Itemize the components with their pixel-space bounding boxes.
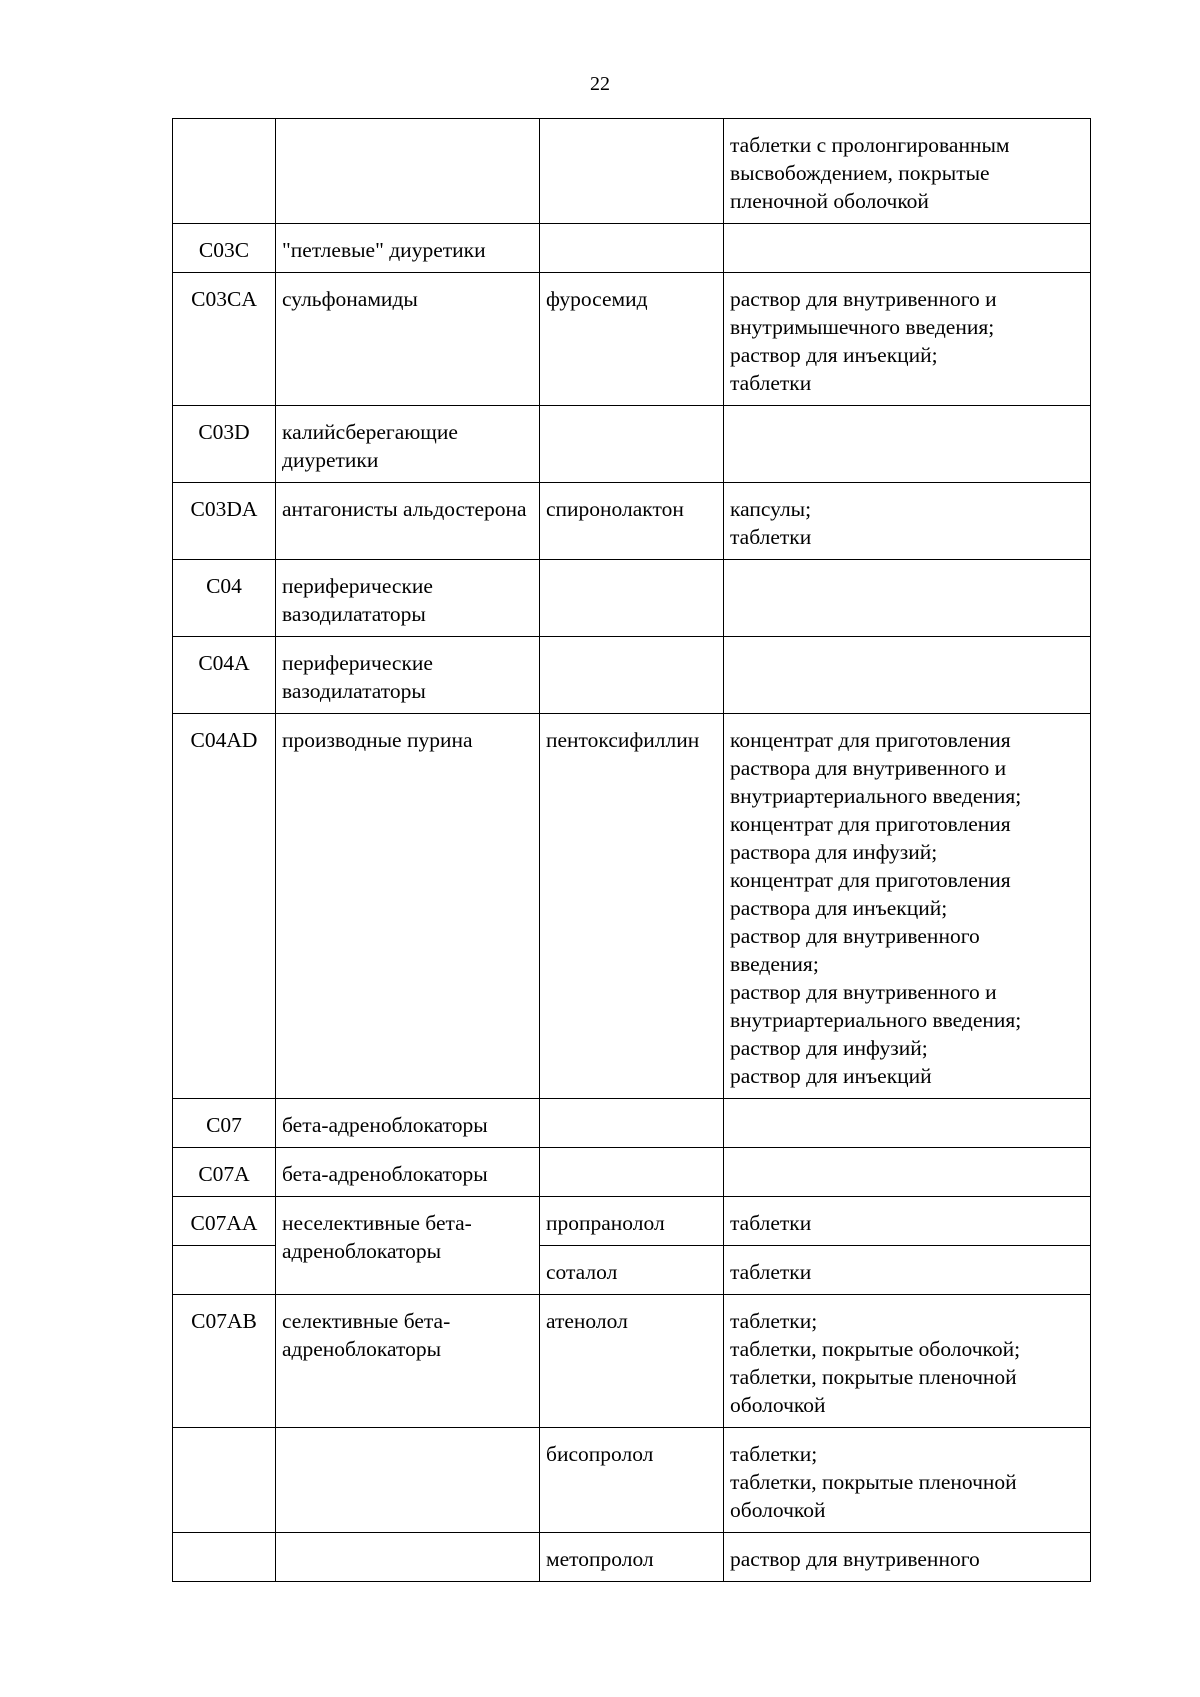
group-cell: периферические вазодилататоры bbox=[276, 560, 540, 637]
dosage-form-line: таблетки, покрытые оболочкой; bbox=[730, 1337, 1021, 1361]
table-row bbox=[173, 714, 1091, 1099]
dosage-form-cell bbox=[724, 273, 1091, 406]
dosage-form-line: таблетки, покрытые пленочной bbox=[730, 1470, 1017, 1494]
dosage-form-line: оболочкой bbox=[730, 1393, 826, 1417]
drug-cell: пропранолол bbox=[540, 1197, 724, 1246]
atc-code-cell bbox=[173, 119, 276, 224]
table-row bbox=[173, 273, 1091, 406]
atc-code-cell: C03C bbox=[173, 224, 276, 273]
dosage-form-line: внутримышечного введения; bbox=[730, 315, 995, 339]
dosage-form-cell bbox=[724, 1099, 1091, 1148]
drug-cell bbox=[540, 637, 724, 714]
dosage-form-cell bbox=[724, 1148, 1091, 1197]
group-cell bbox=[276, 119, 540, 224]
dosage-form-cell bbox=[724, 1246, 1091, 1295]
dosage-form-line: внутриартериального введения; bbox=[730, 784, 1022, 808]
dosage-form-cell bbox=[724, 224, 1091, 273]
drug-cell: метопролол bbox=[540, 1533, 724, 1582]
drug-cell bbox=[540, 406, 724, 483]
atc-code-cell bbox=[173, 1428, 276, 1533]
dosage-form-line: раствор для внутривенного bbox=[730, 924, 980, 948]
dosage-form-cell bbox=[724, 1295, 1091, 1428]
table-row bbox=[173, 224, 1091, 273]
atc-code-cell: C03DA bbox=[173, 483, 276, 560]
group-cell: бета-адреноблокаторы bbox=[276, 1099, 540, 1148]
group-cell bbox=[276, 1428, 540, 1533]
drug-cell: атенолол bbox=[540, 1295, 724, 1428]
dosage-form-line: таблетки с пролонгированным bbox=[730, 133, 1010, 157]
dosage-form-cell bbox=[724, 119, 1091, 224]
group-cell: калийсберегающие диуретики bbox=[276, 406, 540, 483]
group-cell bbox=[276, 1533, 540, 1582]
group-cell: неселективные бета-адреноблокаторы bbox=[276, 1197, 540, 1295]
dosage-form-line: раствор для внутривенного и bbox=[730, 287, 997, 311]
dosage-form-cell bbox=[724, 483, 1091, 560]
drug-cell bbox=[540, 1099, 724, 1148]
table-row bbox=[173, 119, 1091, 224]
dosage-form-line: концентрат для приготовления bbox=[730, 728, 1011, 752]
table-row bbox=[173, 483, 1091, 560]
dosage-form-cell bbox=[724, 1197, 1091, 1246]
dosage-form-line: раствор для внутривенного и bbox=[730, 980, 997, 1004]
dosage-form-line: концентрат для приготовления bbox=[730, 812, 1011, 836]
group-cell: бета-адреноблокаторы bbox=[276, 1148, 540, 1197]
drug-cell bbox=[540, 1148, 724, 1197]
dosage-form-line: введения; bbox=[730, 952, 819, 976]
drug-table bbox=[172, 118, 1091, 1582]
table-row bbox=[173, 1148, 1091, 1197]
drug-cell bbox=[540, 224, 724, 273]
group-cell: антагонисты альдостерона bbox=[276, 483, 540, 560]
dosage-form-line: таблетки bbox=[730, 1260, 812, 1284]
dosage-form-line: таблетки; bbox=[730, 1309, 818, 1333]
dosage-form-line: таблетки bbox=[730, 1211, 812, 1235]
dosage-form-cell bbox=[724, 637, 1091, 714]
table-row bbox=[173, 1295, 1091, 1428]
dosage-form-line: раствор для инъекций bbox=[730, 1064, 932, 1088]
dosage-form-line: таблетки bbox=[730, 371, 812, 395]
atc-code-cell: C07A bbox=[173, 1148, 276, 1197]
drug-cell: спиронолактон bbox=[540, 483, 724, 560]
atc-code-cell: C03CA bbox=[173, 273, 276, 406]
drug-cell: пентоксифиллин bbox=[540, 714, 724, 1099]
table-row bbox=[173, 560, 1091, 637]
dosage-form-cell bbox=[724, 406, 1091, 483]
dosage-form-line: концентрат для приготовления bbox=[730, 868, 1011, 892]
atc-code-cell: C07AA bbox=[173, 1197, 276, 1246]
drug-cell: фуросемид bbox=[540, 273, 724, 406]
atc-code-cell: C04AD bbox=[173, 714, 276, 1099]
dosage-form-line: капсулы; bbox=[730, 497, 812, 521]
dosage-form-line: раствор для инфузий; bbox=[730, 1036, 928, 1060]
table-row bbox=[173, 637, 1091, 714]
dosage-form-line: раствора для внутривенного и bbox=[730, 756, 1007, 780]
dosage-form-cell bbox=[724, 1428, 1091, 1533]
atc-code-cell: C03D bbox=[173, 406, 276, 483]
dosage-form-cell bbox=[724, 560, 1091, 637]
dosage-form-cell bbox=[724, 1533, 1091, 1582]
atc-code-cell bbox=[173, 1246, 276, 1295]
atc-code-cell: C07AB bbox=[173, 1295, 276, 1428]
group-cell: "петлевые" диуретики bbox=[276, 224, 540, 273]
table-row bbox=[173, 406, 1091, 483]
group-cell: периферические вазодилататоры bbox=[276, 637, 540, 714]
atc-code-cell: C07 bbox=[173, 1099, 276, 1148]
drug-cell bbox=[540, 560, 724, 637]
atc-code-cell: C04 bbox=[173, 560, 276, 637]
dosage-form-line: таблетки, покрытые пленочной bbox=[730, 1365, 1017, 1389]
page-number: 22 bbox=[590, 73, 610, 95]
dosage-form-line: таблетки; bbox=[730, 1442, 818, 1466]
drug-cell: бисопролол bbox=[540, 1428, 724, 1533]
atc-code-cell: C04A bbox=[173, 637, 276, 714]
dosage-form-line: высвобождением, покрытые bbox=[730, 161, 990, 185]
table-row bbox=[173, 1197, 1091, 1246]
dosage-form-line: пленочной оболочкой bbox=[730, 189, 929, 213]
table-row bbox=[173, 1428, 1091, 1533]
atc-code-cell bbox=[173, 1533, 276, 1582]
group-cell: селективные бета-адреноблокаторы bbox=[276, 1295, 540, 1428]
dosage-form-line: таблетки bbox=[730, 525, 812, 549]
dosage-form-cell bbox=[724, 714, 1091, 1099]
drug-cell: соталол bbox=[540, 1246, 724, 1295]
table-row bbox=[173, 1099, 1091, 1148]
dosage-form-line: оболочкой bbox=[730, 1498, 826, 1522]
group-cell: производные пурина bbox=[276, 714, 540, 1099]
dosage-form-line: раствор для инъекций; bbox=[730, 343, 938, 367]
dosage-form-line: раствора для инъекций; bbox=[730, 896, 948, 920]
table-row bbox=[173, 1533, 1091, 1582]
group-cell: сульфонамиды bbox=[276, 273, 540, 406]
dosage-form-line: раствора для инфузий; bbox=[730, 840, 938, 864]
dosage-form-line: внутриартериального введения; bbox=[730, 1008, 1022, 1032]
drug-cell bbox=[540, 119, 724, 224]
dosage-form-line: раствор для внутривенного bbox=[730, 1547, 980, 1571]
